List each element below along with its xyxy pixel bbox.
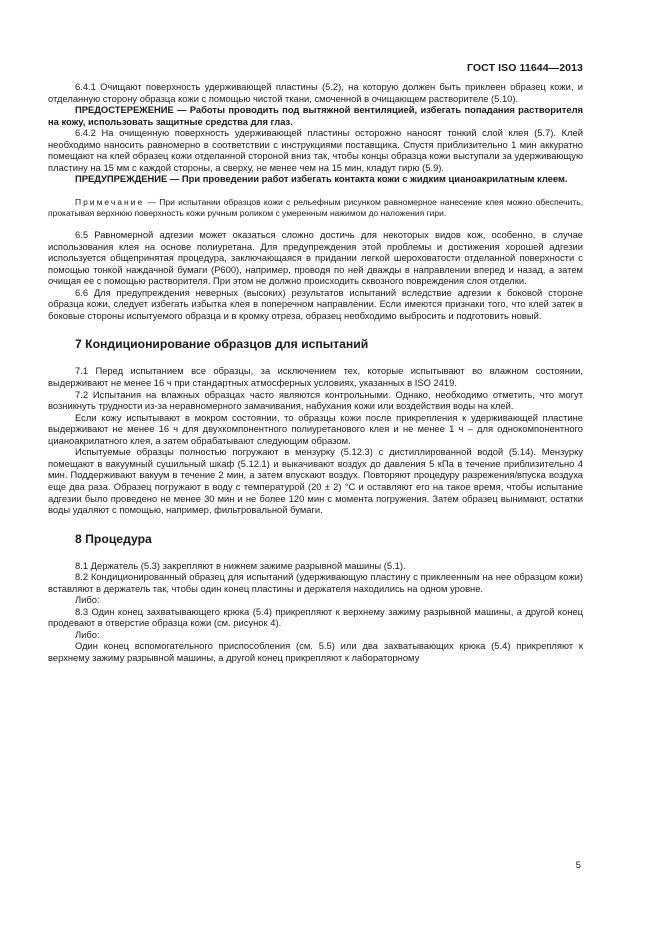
paragraph-8-3-alternative: Один конец вспомогательного приспособления (см. 5.5) или два захватывающих крюка (5.4) прикрепляют к верхнему зажиму разрывной машины, а другой конец прикрепляют к лабораторному: [48, 640, 583, 663]
paragraph-6-4-2: 6.4.2 На очищенную поверхность удерживающей пластины осторожно наносят тонкий слой клея (5.7). Клей необходимо наносить равномерно в соответствии с инструкциями поставщика. Спустя приблизительно 1 мин аккуратно помещают на клей образец кожи отделанной стороной вниз так, чтобы концы образца кожи выступали за удерживающую пластину на 15 мм с каждой стороны, а сверху, не менее чем на 15 мин, кладут гирю (5.9).: [48, 127, 583, 173]
page-content: [48, 81, 583, 664]
paragraph-8-3: 8.3 Один конец захватывающего крюка (5.4) прикрепляют к верхнему зажиму разрывной машины, а другой конец продевают в отверстие образца кожи (см. рисунок 4).: [48, 605, 583, 629]
either-label-1: Либо:: [75, 594, 100, 606]
either-label-2: Либо:: [75, 628, 100, 640]
paragraph-7-2-procedure: Испытуемые образцы полностью погружают в мензурку (5.12.3) с дистиллированной водой (5.14). Мензурку помещают в вакуумный сушильный шкаф (5.12.1) и выкачивают воздух до давления 5 кПа в течение приблизительно 4 мин. Поддерживают вакуум в течение 2 мин, а затем впускают воздух. Повторяют процедуру разрежения/впуска воздуха еще два раза. Образец погружают в воду с температурой (20 ± 2) °С и оставляют его на такое время, чтобы испытание адгезии было проведено не менее 30 мин и не более 120 мин с момента погружения. Затем образец вынимают, остатки воды удаляют с помощью, например, фильтровальной бумаги.: [48, 446, 583, 516]
paragraph-8-1: 8.1 Держатель (5.3) закрепляют в нижнем зажиме разрывной машины (5.1).: [75, 559, 406, 571]
standard-header: ГОСТ ISO 11644—2013: [466, 62, 583, 74]
paragraph-8-2: 8.2 Кондиционированный образец для испытаний (удерживающую пластину с приклеенным на нее образцом кожи) вставляют в держатель так, чтобы один конец пластины и держателя находились на одном уровне.: [48, 571, 583, 594]
warning-text: ПРЕДУПРЕЖДЕНИЕ — При проведении работ избегать контакта кожи с жидким цианоакрилатным клеем.: [75, 173, 568, 185]
paragraph-6-5: 6.5 Равномерной адгезии может оказаться сложно достичь для некоторых видов кож, особенно, в случае использования клея на основе полиуретана. Для предупреждения этой проблемы и достижения хорошей адгезии используется общепринятая процедура, заключающаяся в придании легкой шероховатости отделанной поверхности с помощью тонкой наждачной бумаги (P600), например, проводя по ней дважды в направлении вперед и назад, а затем очищая ее с помощью растворителя. При этом не должно происходить сквозного повреждения слоя отделки.: [48, 229, 583, 287]
paragraph-6-6: 6.6 Для предупреждения неверных (высоких) результатов испытаний вследствие адгезии к боковой стороне образца кожи, следует избегать избытка клея в поперечном направлении. Если имеются признаки того, что клей затек в боковые стороны испытуемого образца и в кромку отреза, образец необходимо выбросить и подготовить новый.: [48, 286, 583, 321]
paragraph-7-2: 7.2 Испытания на влажных образцах часто являются контрольными. Однако, необходимо отметить, что могут возникнуть трудности из-за неравномерного замачивания, набухания кожи или воздействия воды на клей.: [48, 388, 583, 412]
note: [48, 197, 583, 218]
section-8-heading: 8 Процедура: [75, 531, 152, 546]
paragraph-7-1: 7.1 Перед испытанием все образцы, за исключением тех, которые испытывают во влажном состоянии, выдерживают не менее 16 ч при стандартных атмосферных условиях, указанных в ISO 2419.: [48, 365, 583, 389]
paragraph-6-4-1: 6.4.1 Очищают поверхность удерживающей пластины (5.2), на которую должен быть приклеен образец кожи, и отделанную сторону образца кожи с помощью чистой ткани, смоченной в очищающем растворителе (5.10).: [48, 81, 583, 104]
note-label: Примечание: [75, 196, 145, 207]
note-text: — При испытании образцов кожи с рельефным рисунком равномерное нанесение клея можно обеспечить, прокатывая верхнюю поверхность кожи ручным роликом с умеренным нажимом до наложения гири.: [48, 196, 583, 218]
page-number: 5: [575, 860, 581, 871]
caution-text: ПРЕДОСТЕРЕЖЕНИЕ — Работы проводить под вытяжной вентиляцией, избегать попадания растворителя на кожу, использовать защитные средства для глаз.: [48, 104, 583, 127]
paragraph-7-2-wet: Если кожу испытывают в мокром состоянии, то образцы кожи после прикрепления к удерживающей пластине выдерживают не менее 16 ч для двухкомпонентного полиуретанового клея и не менее 1 ч – для однокомпонентного цианоакрилатного клея, а затем обрабатывают следующим образом.: [48, 411, 583, 446]
section-7-heading: 7 Кондиционирование образцов для испытаний: [75, 337, 369, 352]
